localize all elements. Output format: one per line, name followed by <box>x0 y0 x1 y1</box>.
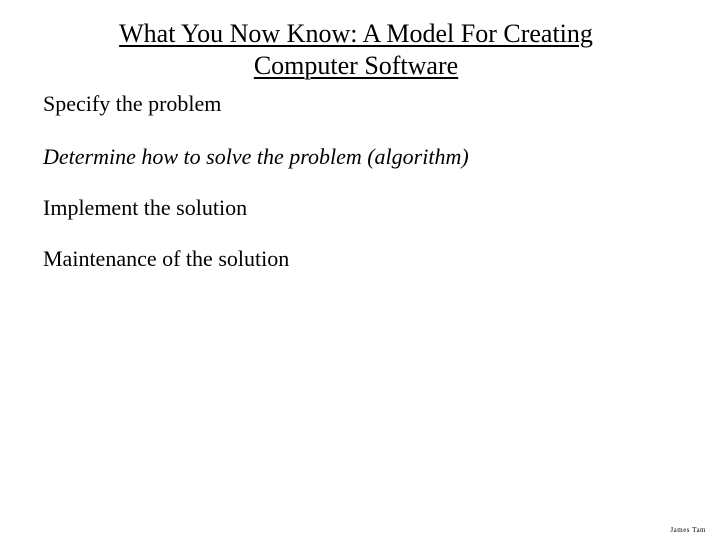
footer-author: James Tam <box>670 526 706 534</box>
slide-title-line-1: What You Now Know: A Model For Creating <box>119 19 593 48</box>
slide-title-line-2: Computer Software <box>253 51 459 80</box>
bullet-implement-solution: Implement the solution <box>43 195 248 220</box>
slide-title <box>0 18 712 82</box>
bullet-determine-solution: Determine how to solve the problem (algorithm) <box>43 144 469 169</box>
bullet-maintenance: Maintenance of the solution <box>43 246 290 271</box>
bullet-specify-problem: Specify the problem <box>43 91 222 116</box>
